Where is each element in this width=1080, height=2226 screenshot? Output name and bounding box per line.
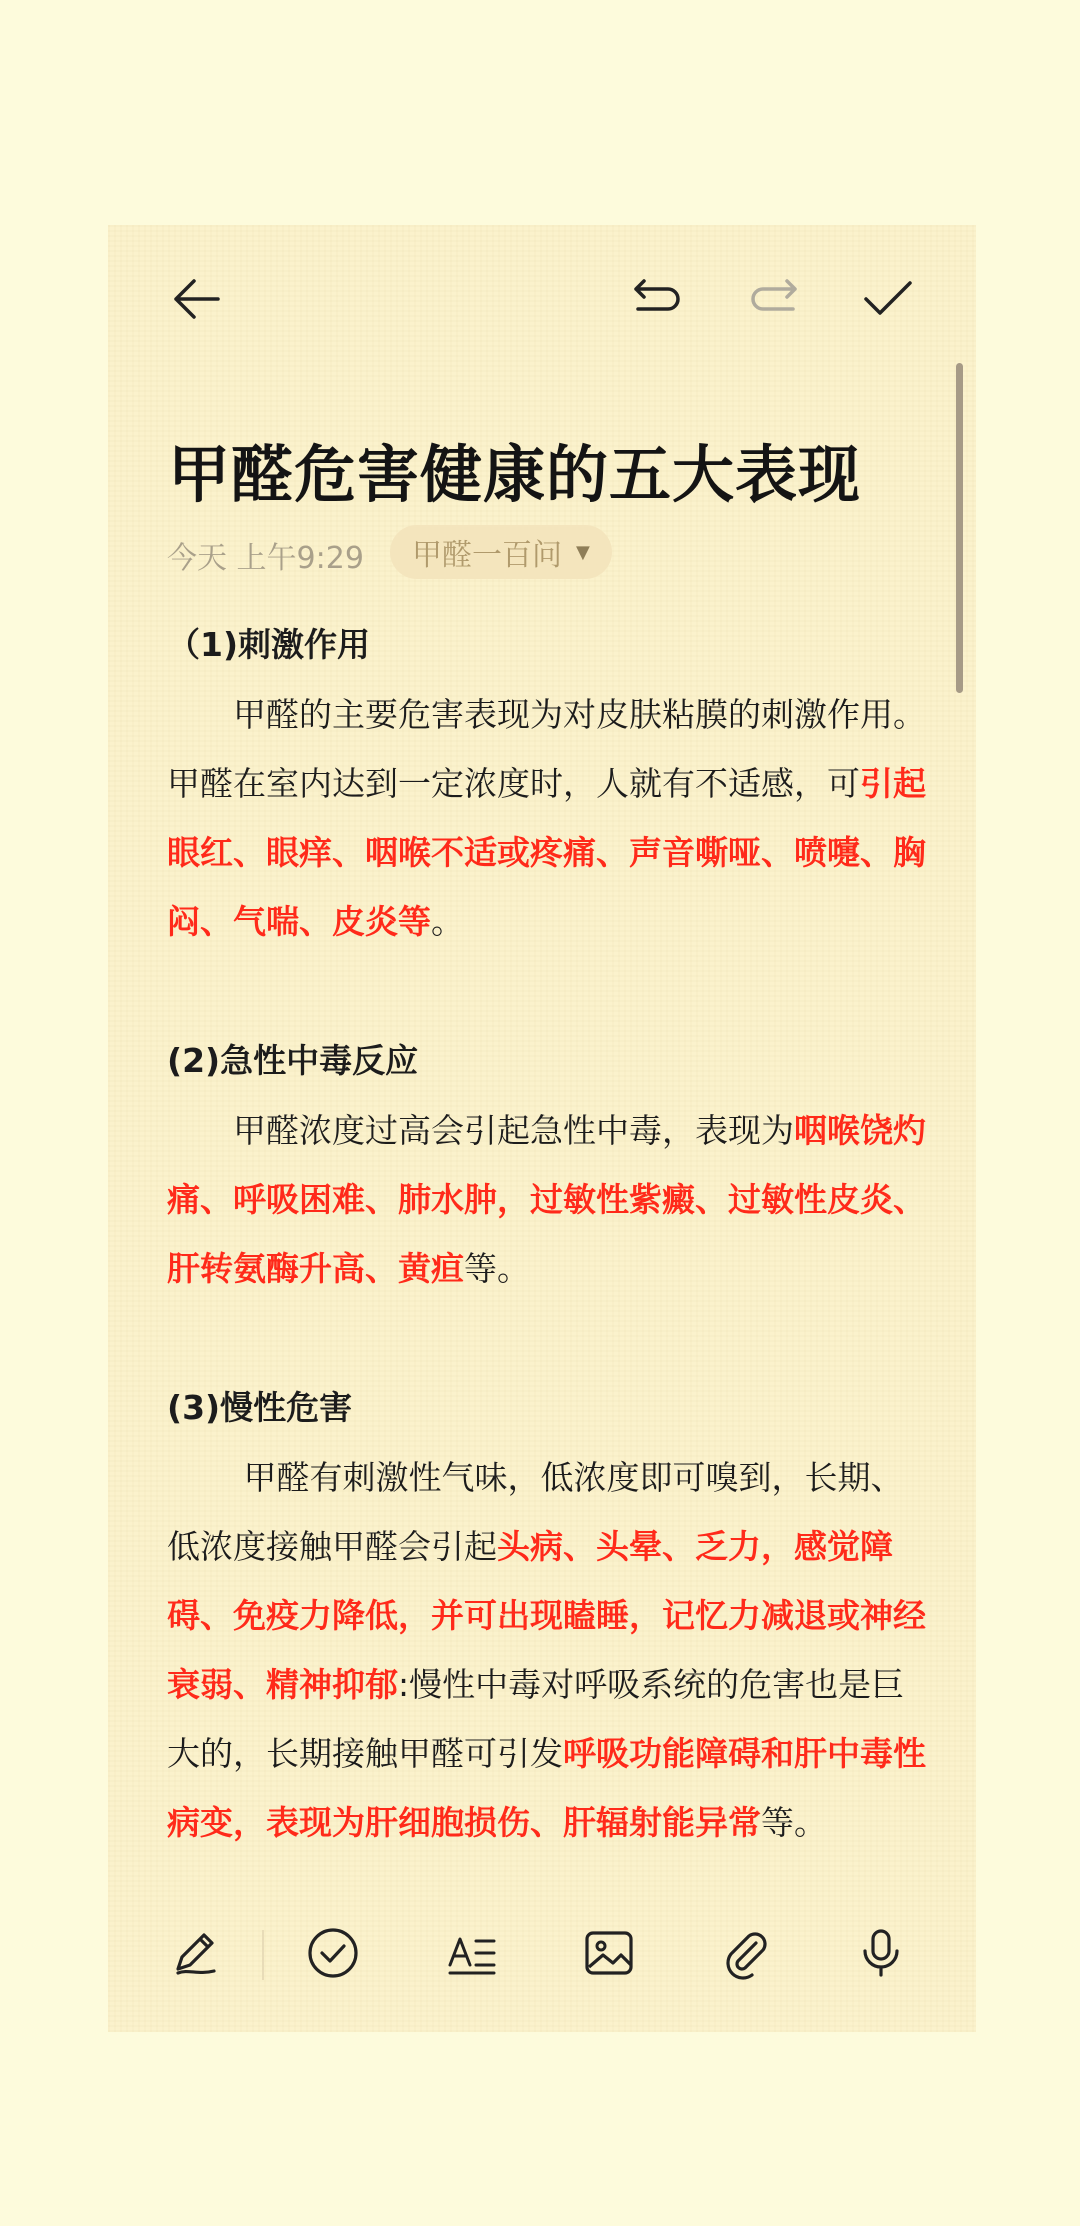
pen-icon[interactable]: [168, 1925, 224, 1981]
redo-icon[interactable]: [745, 271, 801, 327]
section-heading: (2)急性中毒反应: [167, 1041, 419, 1080]
text-format-icon[interactable]: [444, 1925, 500, 1981]
note-body[interactable]: [167, 610, 927, 1857]
highlighted-text: 呼吸功能障碍和肝中毒性病变，表现为肝细胞损伤、肝辐射能异常: [167, 1734, 926, 1842]
section-paragraph: [167, 1096, 927, 1303]
undo-icon[interactable]: [630, 271, 686, 327]
microphone-icon[interactable]: [853, 1925, 909, 1981]
back-arrow-icon[interactable]: [168, 271, 224, 327]
caret-down-icon: ▼: [576, 541, 590, 563]
section-heading: (3)慢性危害: [167, 1388, 353, 1427]
check-icon[interactable]: [860, 271, 916, 327]
attachment-icon[interactable]: [718, 1925, 774, 1981]
highlighted-text: 引起眼红、眼痒、咽喉不适或疼痛、声音嘶哑、喷嚏、胸闷、气喘、皮炎等: [167, 764, 926, 941]
body-text: 甲醛浓度过高会引起急性中毒，表现为: [233, 1111, 794, 1150]
body-text: 甲醛的主要危害表现为对皮肤粘膜的刺激作用。甲醛在室内达到一定浓度时，人就有不适感，可: [167, 695, 926, 803]
highlighted-text: 咽喉饶灼痛、呼吸困难、肺水肿，过敏性紫癜、过敏性皮炎、肝转氨酶升高、黄疸: [167, 1111, 926, 1288]
paragraph-indent: [167, 695, 233, 734]
scrollbar[interactable]: [956, 363, 963, 693]
blank-line: [167, 1303, 927, 1373]
paragraph-indent: [167, 1458, 244, 1497]
folder-selector[interactable]: [390, 525, 612, 579]
section-paragraph: [167, 680, 927, 956]
note-timestamp: 今天 上午9:29: [167, 541, 364, 576]
section-heading: （1)刺激作用: [167, 625, 371, 664]
body-text: 。: [431, 902, 464, 941]
body-text: 甲醛有刺激性气味，低浓度即可嗅到，长期、低浓度接触甲醛会引起: [167, 1458, 904, 1566]
body-text: 等。: [464, 1249, 530, 1288]
highlighted-text: 头病、头晕、乏力，感觉障碍、免疫力降低，并可出现瞌睡，记忆力减退或神经衰弱、精神抑郁: [167, 1527, 926, 1704]
folder-label: 甲醛一百问: [412, 538, 562, 573]
image-icon[interactable]: [581, 1925, 637, 1981]
checklist-icon[interactable]: [305, 1925, 361, 1981]
paragraph-indent: [167, 1111, 233, 1150]
toolbar-divider: [262, 1930, 264, 1980]
body-text: :慢性中毒对呼吸系统的危害也是巨大的，长期接触甲醛可引发: [167, 1665, 905, 1773]
blank-line: [167, 956, 927, 1026]
note-card: [108, 225, 976, 2032]
note-title[interactable]: 甲醛危害健康的五大表现: [168, 438, 862, 511]
section-paragraph: [167, 1443, 927, 1857]
body-text: 等。: [761, 1803, 827, 1842]
